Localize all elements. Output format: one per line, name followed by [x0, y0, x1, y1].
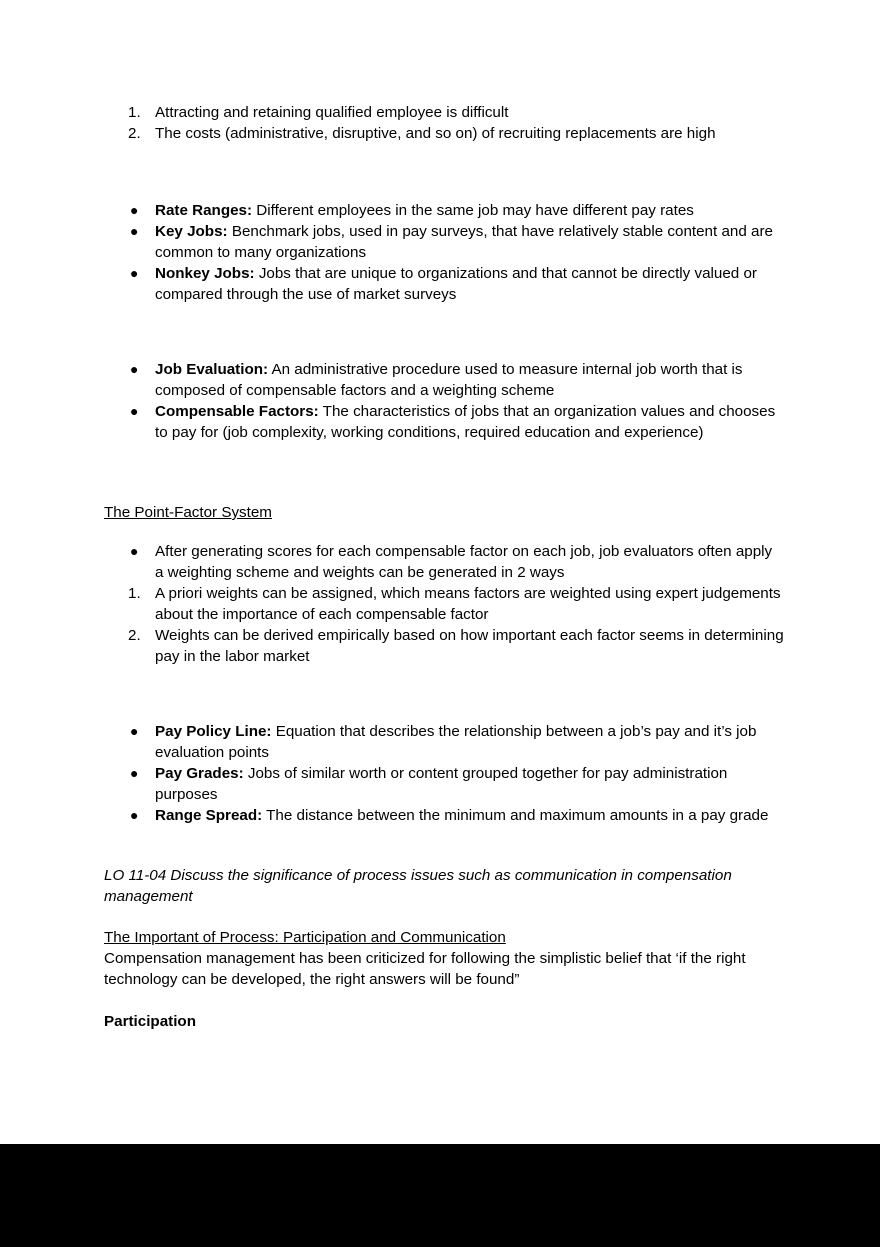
list-item-text: Weights can be derived empirically based on how important each factor seems in determining pay in the labor market [155, 627, 784, 665]
list-number: 1. [128, 104, 141, 121]
definition: Benchmark jobs, used in pay surveys, that have relatively stable content and are common to many organizations [155, 223, 773, 261]
definition: The distance between the minimum and maximum amounts in a pay grade [262, 807, 769, 824]
term: Pay Policy Line: [155, 723, 272, 740]
term: Compensable Factors: [155, 403, 319, 420]
bullet-icon: ● [130, 543, 139, 559]
list-number: 2. [128, 627, 141, 644]
list-item [104, 805, 784, 826]
bullet-list-job-types [104, 200, 784, 305]
term: Range Spread: [155, 807, 263, 824]
definition: Equation that describes the relationship between a job’s pay and it’s job evaluation points [155, 723, 757, 761]
list-number: 2. [128, 125, 141, 142]
list-item [104, 123, 784, 144]
numbered-list-reasons [104, 102, 784, 144]
term: Pay Grades: [155, 765, 244, 782]
list-item-text: Attracting and retaining qualified employee is difficult [155, 104, 509, 121]
list-item [104, 721, 784, 763]
bullet-list-pay-structure [104, 721, 784, 826]
definition: Jobs of similar worth or content grouped together for pay administration purposes [155, 765, 728, 803]
bullet-list-evaluation [104, 359, 784, 443]
bullet-icon: ● [130, 765, 139, 781]
bullet-icon: ● [130, 361, 139, 377]
list-item [104, 625, 784, 667]
list-item [104, 583, 784, 625]
list-item-text: After generating scores for each compensable factor on each job, job evaluators often apply a weighting scheme and weights can be generated in 2 ways [155, 543, 773, 581]
bottom-black-bar [0, 1144, 880, 1247]
bullet-icon: ● [130, 223, 139, 239]
list-item-text: The costs (administrative, disruptive, and so on) of recruiting replacements are high [155, 125, 716, 142]
section-heading-point-factor: The Point-Factor System [104, 504, 272, 521]
definition: The characteristics of jobs that an organization values and chooses to pay for (job complexity, working conditions, required education and experience) [155, 403, 776, 441]
term: Nonkey Jobs: [155, 265, 255, 282]
bullet-icon: ● [130, 723, 139, 739]
bullet-icon: ● [130, 265, 139, 281]
term: Rate Ranges: [155, 202, 253, 219]
list-item [104, 200, 784, 221]
list-item [104, 763, 784, 805]
term: Job Evaluation: [155, 361, 269, 378]
definition: An administrative procedure used to measure internal job worth that is composed of compensable factors and a weighting scheme [155, 361, 743, 399]
section-heading-participation: Participation [104, 1013, 196, 1030]
list-item [104, 541, 784, 583]
definition: Jobs that are unique to organizations and that cannot be directly valued or compared through the use of market surveys [155, 265, 757, 303]
list-item [104, 102, 784, 123]
list-item [104, 263, 784, 305]
process-paragraph: Compensation management has been criticized for following the simplistic belief that ‘if the right technology can be developed, the right answers will be found” [104, 950, 746, 988]
list-item [104, 359, 784, 401]
term: Key Jobs: [155, 223, 228, 240]
bullet-icon: ● [130, 403, 139, 419]
section-heading-process: The Important of Process: Participation and Communication [104, 929, 506, 946]
list-item [104, 401, 784, 443]
definition: Different employees in the same job may have different pay rates [252, 202, 694, 219]
learning-objective: LO 11-04 Discuss the significance of process issues such as communication in compensation management [104, 867, 732, 905]
list-number: 1. [128, 585, 141, 602]
list-item-text: A priori weights can be assigned, which means factors are weighted using expert judgements about the importance of each compensable factor [155, 585, 781, 623]
bullet-icon: ● [130, 202, 139, 218]
list-item [104, 221, 784, 263]
bullet-icon: ● [130, 807, 139, 823]
point-factor-list [104, 541, 784, 667]
